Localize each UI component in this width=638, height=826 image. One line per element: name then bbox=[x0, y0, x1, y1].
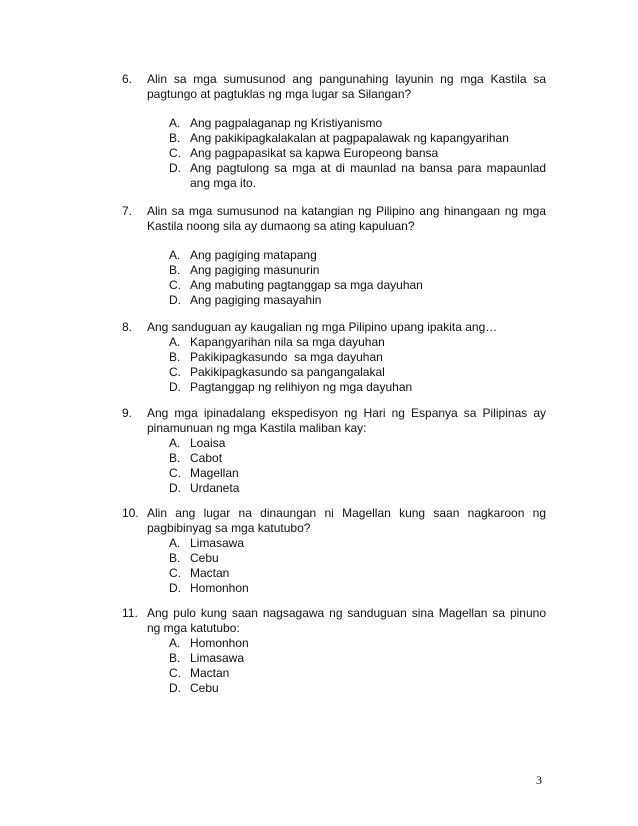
option-label: A. bbox=[169, 248, 181, 262]
option-list bbox=[169, 636, 546, 696]
question-text: Alin ang lugar na dinaungan ni Magellan kung saan nagkaroon ng pagbibinyag sa mga katutubo? bbox=[147, 506, 546, 535]
option-text: Ang pagiging matapang bbox=[190, 248, 317, 262]
option-a bbox=[169, 248, 546, 263]
option-text: Ang pagpalaganap ng Kristiyanismo bbox=[190, 116, 383, 130]
option-label: B. bbox=[169, 651, 181, 665]
option-text: Homonhon bbox=[190, 581, 249, 595]
option-label: D. bbox=[169, 681, 181, 695]
question-number: 10. bbox=[122, 506, 139, 520]
option-d bbox=[169, 161, 546, 191]
option-d bbox=[169, 293, 546, 308]
option-label: C. bbox=[169, 278, 181, 292]
question-number: 6. bbox=[122, 72, 133, 86]
option-text: Ang pagiging masunurin bbox=[190, 263, 320, 277]
option-text: Cebu bbox=[190, 551, 219, 565]
option-text: Limasawa bbox=[190, 651, 245, 665]
option-a bbox=[169, 436, 546, 451]
question-7 bbox=[122, 204, 546, 308]
option-label: A. bbox=[169, 116, 181, 130]
option-a bbox=[169, 116, 546, 131]
option-text: Ang pagtulong sa mga at di maunlad na bansa para mapaunlad ang mga ito. bbox=[190, 161, 546, 190]
option-label: C. bbox=[169, 566, 181, 580]
option-a bbox=[169, 636, 546, 651]
option-text: Urdaneta bbox=[190, 481, 240, 495]
option-label: A. bbox=[169, 436, 181, 450]
question-6 bbox=[122, 72, 546, 191]
option-text: Mactan bbox=[190, 566, 230, 580]
question-text: Alin sa mga sumusunod ang pangunahing layunin ng mga Kastila sa pagtungo at pagtuklas ng mga lugar sa Silangan? bbox=[147, 72, 546, 101]
option-text: Cebu bbox=[190, 681, 219, 695]
question-number: 8. bbox=[122, 320, 133, 334]
option-label: B. bbox=[169, 131, 181, 145]
option-label: A. bbox=[169, 335, 181, 349]
option-text: Magellan bbox=[190, 466, 239, 480]
option-list bbox=[169, 536, 546, 596]
option-list bbox=[169, 248, 546, 308]
option-list bbox=[169, 116, 546, 191]
question-text: Ang mga ipinadalang ekspedisyon ng Hari ng Espanya sa Pilipinas ay pinamunuan ng mga Kastila maliban kay: bbox=[147, 406, 546, 435]
option-label: A. bbox=[169, 536, 181, 550]
option-b bbox=[169, 263, 546, 278]
option-label: B. bbox=[169, 350, 181, 364]
option-list bbox=[169, 335, 546, 395]
option-d bbox=[169, 481, 546, 496]
option-label: B. bbox=[169, 263, 181, 277]
question-text: Ang sanduguan ay kaugalian ng mga Pilipino upang ipakita ang… bbox=[147, 320, 498, 334]
question-8 bbox=[122, 320, 546, 395]
option-a bbox=[169, 335, 546, 350]
option-text: Limasawa bbox=[190, 536, 245, 550]
option-label: D. bbox=[169, 161, 181, 175]
option-b bbox=[169, 451, 546, 466]
option-label: C. bbox=[169, 666, 181, 680]
option-text: Kapangyarihan nila sa mga dayuhan bbox=[190, 335, 385, 349]
question-number: 11. bbox=[122, 606, 138, 620]
option-text: Cabot bbox=[190, 451, 223, 465]
option-c bbox=[169, 466, 546, 481]
question-number: 9. bbox=[122, 406, 133, 420]
option-c bbox=[169, 278, 546, 293]
option-label: C. bbox=[169, 365, 181, 379]
option-text: Pakikipagkasundo sa mga dayuhan bbox=[190, 350, 383, 364]
question-number: 7. bbox=[122, 204, 133, 218]
option-label: D. bbox=[169, 380, 181, 394]
option-b bbox=[169, 131, 546, 146]
option-c bbox=[169, 146, 546, 161]
option-b bbox=[169, 551, 546, 566]
question-10 bbox=[122, 506, 546, 596]
option-d bbox=[169, 380, 546, 395]
option-label: C. bbox=[169, 146, 181, 160]
option-label: B. bbox=[169, 451, 181, 465]
option-b bbox=[169, 350, 546, 365]
option-c bbox=[169, 666, 546, 681]
option-text: Pakikipagkasundo sa pangangalakal bbox=[190, 365, 385, 379]
option-label: D. bbox=[169, 293, 181, 307]
option-c bbox=[169, 566, 546, 581]
option-b bbox=[169, 651, 546, 666]
option-label: B. bbox=[169, 551, 181, 565]
option-text: Ang pakikipagkalakalan at pagpapalawak ng kapangyarihan bbox=[190, 131, 509, 145]
option-label: C. bbox=[169, 466, 181, 480]
page-number: 3 bbox=[536, 773, 542, 787]
option-text: Ang pagiging masayahin bbox=[190, 293, 322, 307]
option-text: Loaisa bbox=[190, 436, 226, 450]
option-text: Mactan bbox=[190, 666, 230, 680]
option-d bbox=[169, 581, 546, 596]
question-text: Alin sa mga sumusunod na katangian ng Pilipino ang hinangaan ng mga Kastila noong sila ay dumaong sa ating kapuluan? bbox=[147, 204, 546, 233]
question-text: Ang pulo kung saan nagsagawa ng sanduguan sina Magellan sa pinuno ng mga katutubo: bbox=[147, 606, 546, 635]
option-text: Pagtanggap ng relihiyon ng mga dayuhan bbox=[190, 380, 413, 394]
option-text: Ang pagpapasikat sa kapwa Europeong bansa bbox=[190, 146, 439, 160]
option-label: A. bbox=[169, 636, 181, 650]
option-c bbox=[169, 365, 546, 380]
question-9 bbox=[122, 406, 546, 496]
question-11 bbox=[122, 606, 546, 696]
option-label: D. bbox=[169, 581, 181, 595]
option-list bbox=[169, 436, 546, 496]
option-d bbox=[169, 681, 546, 696]
option-text: Ang mabuting pagtanggap sa mga dayuhan bbox=[190, 278, 423, 292]
option-label: D. bbox=[169, 481, 181, 495]
option-a bbox=[169, 536, 546, 551]
option-text: Homonhon bbox=[190, 636, 249, 650]
